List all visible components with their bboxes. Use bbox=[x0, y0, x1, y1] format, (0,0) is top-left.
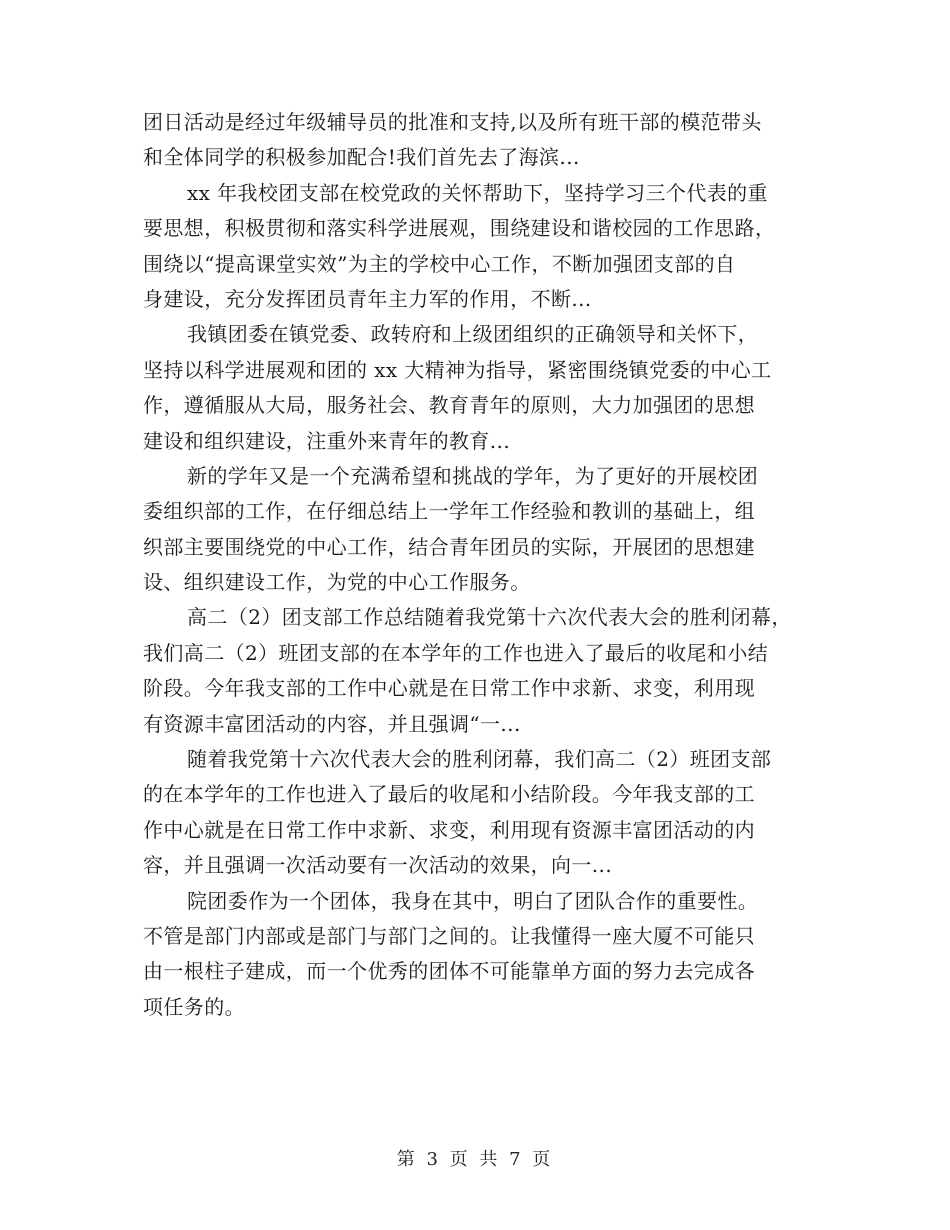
text-line: 作中心就是在日常工作中求新、求变，利用现有资源丰富团活动的内 bbox=[143, 817, 755, 842]
text-line: 织部主要围绕党的中心工作，结合青年团员的实际，开展团的思想建 bbox=[143, 534, 755, 559]
text-line: 作，遵循服从大局，服务社会、教育青年的原则，大力加强团的思想 bbox=[143, 393, 755, 418]
text-line: 不管是部门内部或是部门与部门之间的。让我懂得一座大厦不可能只 bbox=[143, 923, 755, 948]
paragraph-first-line: 高二（2）团支部工作总结随着我党第十六次代表大会的胜利闭幕， bbox=[187, 605, 792, 630]
paragraph-first-line: xx 年我校团支部在校党政的关怀帮助下，坚持学习三个代表的重 bbox=[187, 180, 768, 205]
text-line: 坚持以科学进展观和团的 xx 大精神为指导，紧密围绕镇党委的中心工 bbox=[143, 357, 772, 382]
page-number-footer: 第 3 页 共 7 页 bbox=[396, 1149, 554, 1170]
paragraph-first-line: 新的学年又是一个充满希望和挑战的学年，为了更好的开展校团 bbox=[187, 463, 759, 488]
text-line: 我们高二（2）班团支部的在本学年的工作也进入了最后的收尾和小结 bbox=[143, 640, 769, 665]
text-line: 设、组织建设工作，为党的中心工作服务。 bbox=[143, 570, 531, 595]
paragraph-first-line: 院团委作为一个团体，我身在其中，明白了团队合作的重要性。 bbox=[187, 888, 759, 913]
text-line: 项任务的。 bbox=[143, 994, 245, 1019]
text-line: 要思想，积极贯彻和落实科学进展观，围绕建设和谐校园的工作思路， bbox=[143, 216, 776, 241]
document-body bbox=[143, 105, 833, 1025]
text-line: 有资源丰富团活动的内容，并且强调“一... bbox=[143, 711, 521, 736]
text-line: 身建设，充分发挥团员青年主力军的作用，不断... bbox=[143, 286, 592, 311]
text-line: 的在本学年的工作也进入了最后的收尾和小结阶段。今年我支部的工 bbox=[143, 782, 755, 807]
text-line: 建设和组织建设，注重外来青年的教育... bbox=[143, 428, 511, 453]
text-line: 团日活动是经过年级辅导员的批准和支持,以及所有班干部的模范带头 bbox=[143, 110, 762, 134]
text-line: 和全体同学的积极参加配合!我们首先去了海滨... bbox=[143, 145, 580, 170]
text-line: 委组织部的工作，在仔细总结上一学年工作经验和教训的基础上，组 bbox=[143, 499, 755, 524]
text-line: 围绕以“提高课堂实效”为主的学校中心工作，不断加强团支部的自 bbox=[143, 251, 736, 276]
paragraph-first-line: 我镇团委在镇党委、政转府和上级团组织的正确领导和关怀下， bbox=[187, 322, 759, 347]
text-line: 阶段。今年我支部的工作中心就是在日常工作中求新、求变，利用现 bbox=[143, 676, 755, 701]
paragraph-first-line: 随着我党第十六次代表大会的胜利闭幕，我们高二（2）班团支部 bbox=[187, 747, 772, 772]
text-line: 由一根柱子建成，而一个优秀的团体不可能靠单方面的努力去完成各 bbox=[143, 959, 755, 984]
text-line: 容，并且强调一次活动要有一次活动的效果，向一... bbox=[143, 853, 613, 878]
